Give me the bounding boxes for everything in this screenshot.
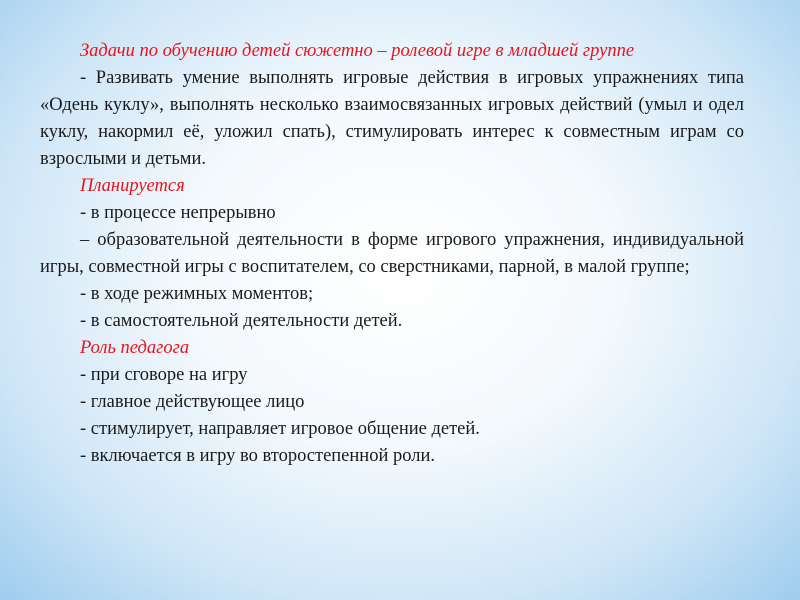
planning-heading: Планируется: [80, 176, 185, 196]
planning-item: - в процессе непрерывно: [80, 203, 276, 223]
planning-item: - в ходе режимных моментов;: [80, 284, 314, 304]
planning-item: – образовательной деятельности в форме игрового упражнения, индивидуальной игры, совместной игры с воспитателем, со сверстниками, парной, в малой группе;: [40, 230, 744, 277]
role-item: - стимулирует, направляет игровое общение детей.: [80, 419, 480, 439]
role-item: - главное действующее лицо: [80, 392, 305, 412]
role-item: - включается в игру во второстепенной роли.: [80, 446, 435, 466]
slide-title: Задачи по обучению детей сюжетно – ролевой игре в младшей группе: [80, 41, 635, 61]
slide-content: [40, 38, 744, 470]
role-item: - при сговоре на игру: [80, 365, 248, 385]
role-heading: Роль педагога: [80, 338, 190, 358]
tasks-text: - Развивать умение выполнять игровые действия в игровых упражнениях типа «Одень куклу», выполнять несколько взаимосвязанных игровых действий (умыл и одел куклу, накормил её, уложил спать), стимулировать интерес к совместным играм со взрослыми и детьми.: [40, 68, 744, 169]
planning-item: - в самостоятельной деятельности детей.: [80, 311, 403, 331]
